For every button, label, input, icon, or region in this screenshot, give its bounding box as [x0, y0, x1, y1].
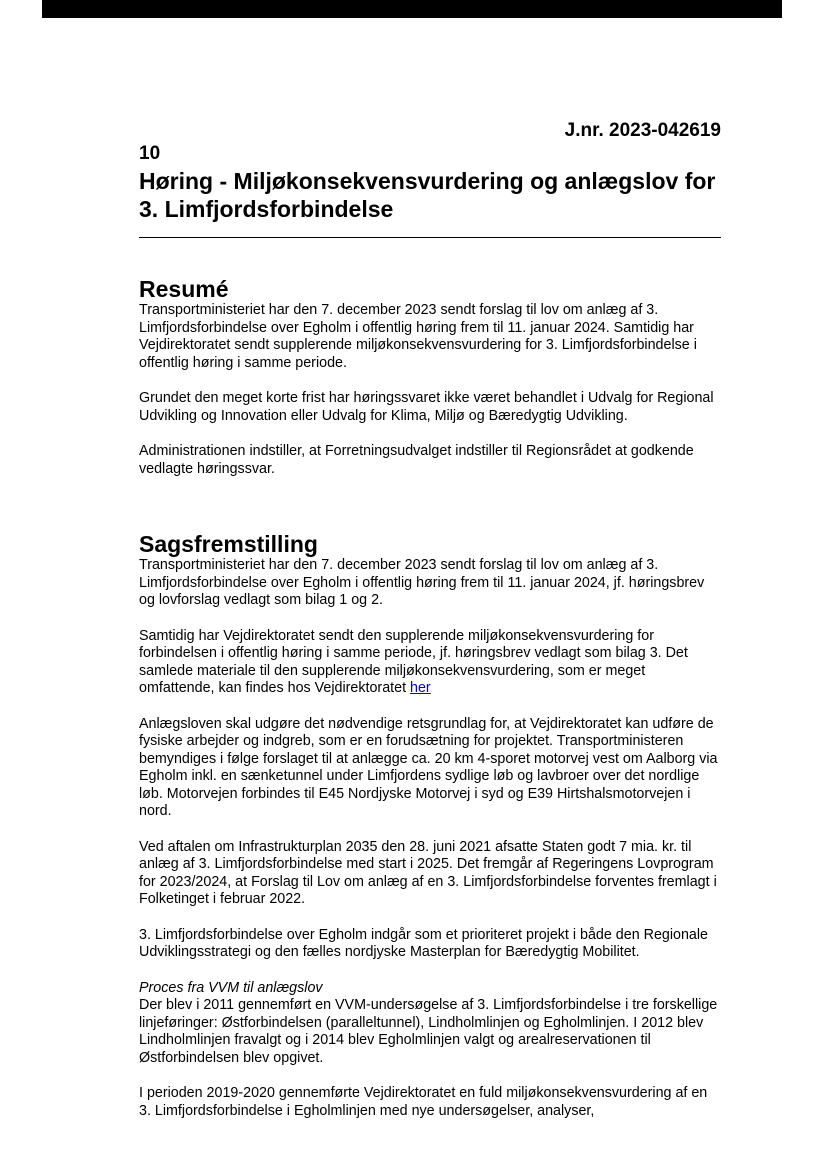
body-paragraph — [139, 628, 721, 698]
sagsfremstilling-section — [139, 531, 721, 1138]
vejdirektoratet-link[interactable]: her — [410, 680, 431, 696]
resume-paragraph: Transportministeriet har den 7. december 2023 sendt forslag til lov om anlæg af 3. Limfjordsforbindelse over Egholm i offentlig høring frem til 11. januar 2024. Samtidig har Vejdirektoratet sendt supplerende miljøkonsekvensvurdering for 3. Limfjordsforbindelse i offentlig høring i samme periode. — [139, 302, 697, 371]
sagsfremstilling-heading: Sagsfremstilling — [139, 531, 318, 557]
paragraph-text: Samtidig har Vejdirektoratet sendt den supplerende miljøkonsekvensvurdering for forbindelsen i offentlig høring i samme periode, jf. høringsbrev vedlagt som bilag 3. Det samlede materiale til den supplerende miljøkonsekvensvurdering, som er meget omfattende, kan findes hos Vejdirektoratet — [139, 627, 688, 696]
resume-paragraph: Grundet den meget korte frist har høringssvaret ikke været behandlet i Udvalg for Regional Udvikling og Innovation eller Udvalg for Klima, Miljø og Bæredygtig Udvikling. — [139, 390, 714, 424]
body-paragraph: Transportministeriet har den 7. december 2023 sendt forslag til lov om anlæg af 3. Limfjordsforbindelse over Egholm i offentlig høring frem til 11. januar 2024, jf. høringsbrev og lovforslag vedlagt som bilag 1 og 2. — [139, 557, 705, 608]
resume-section — [139, 276, 721, 496]
resume-heading: Resumé — [139, 276, 229, 302]
title-divider — [139, 237, 721, 238]
resume-paragraph: Administrationen indstiller, at Forretningsudvalget indstiller til Regionsrådet at godkende vedlagte høringssvar. — [139, 443, 694, 477]
body-paragraph: Ved aftalen om Infrastrukturplan 2035 den 28. juni 2021 afsatte Staten godt 7 mia. kr. til anlæg af 3. Limfjordsforbindelse med start i 2025. Det fremgår af Regeringens Lovprogram for 2023/2024, at Forslag til Lov om anlæg af en 3. Limfjordsforbindelse forventes fremlagt i Folketinget i februar 2022. — [139, 838, 717, 907]
body-paragraph: 3. Limfjordsforbindelse over Egholm indgår som et prioriteret projekt i både den Regionale Udviklingsstrategi og den fælles nordjyske Masterplan for Bæredygtig Mobilitet. — [139, 926, 709, 960]
body-paragraph: Anlægsloven skal udgøre det nødvendige retsgrundlag for, at Vejdirektoratet kan udføre de fysiske arbejder og indgreb, som er en forudsætning for projektet. Transportministeren bemyndiges i følge forslaget til at anlægge ca. 20 km 4-sporet motorvej vest om Aalborg via Egholm inkl. en sænketunnel under Limfjordens sydlige løb og lavbroer over det nordlige løb. Motorvejen forbindes til E45 Nordjyske Motorvej i syd og E39 Hirtshalsmotorvejen i nord. — [139, 715, 718, 819]
case-number: 10 — [139, 143, 161, 164]
body-paragraph: Der blev i 2011 gennemført en VVM-undersøgelse af 3. Limfjordsforbindelse i tre forskellige linjeføringer: Østforbindelsen (paralleltunnel), Lindholmlinjen og Egholmlinjen. I 2012 blev Lindholmlinjen fravalgt og i 2014 blev Egholmlinjen valgt og arealreservationen til Østforbindelsen blev opgivet. — [139, 997, 718, 1066]
page-top-bar — [42, 0, 782, 18]
process-subheading: Proces fra VVM til anlægslov — [139, 979, 323, 996]
body-paragraph: I perioden 2019-2020 gennemførte Vejdirektoratet en fuld miljøkonsekvensvurdering af en 3. Limfjordsforbindelse i Egholmlinjen med nye undersøgelser, analyser, — [139, 1085, 708, 1119]
document-title: Høring - Miljøkonsekvensvurdering og anlægslov for 3. Limfjordsforbindelse — [139, 168, 716, 222]
journal-number: J.nr. 2023-042619 — [564, 120, 721, 141]
